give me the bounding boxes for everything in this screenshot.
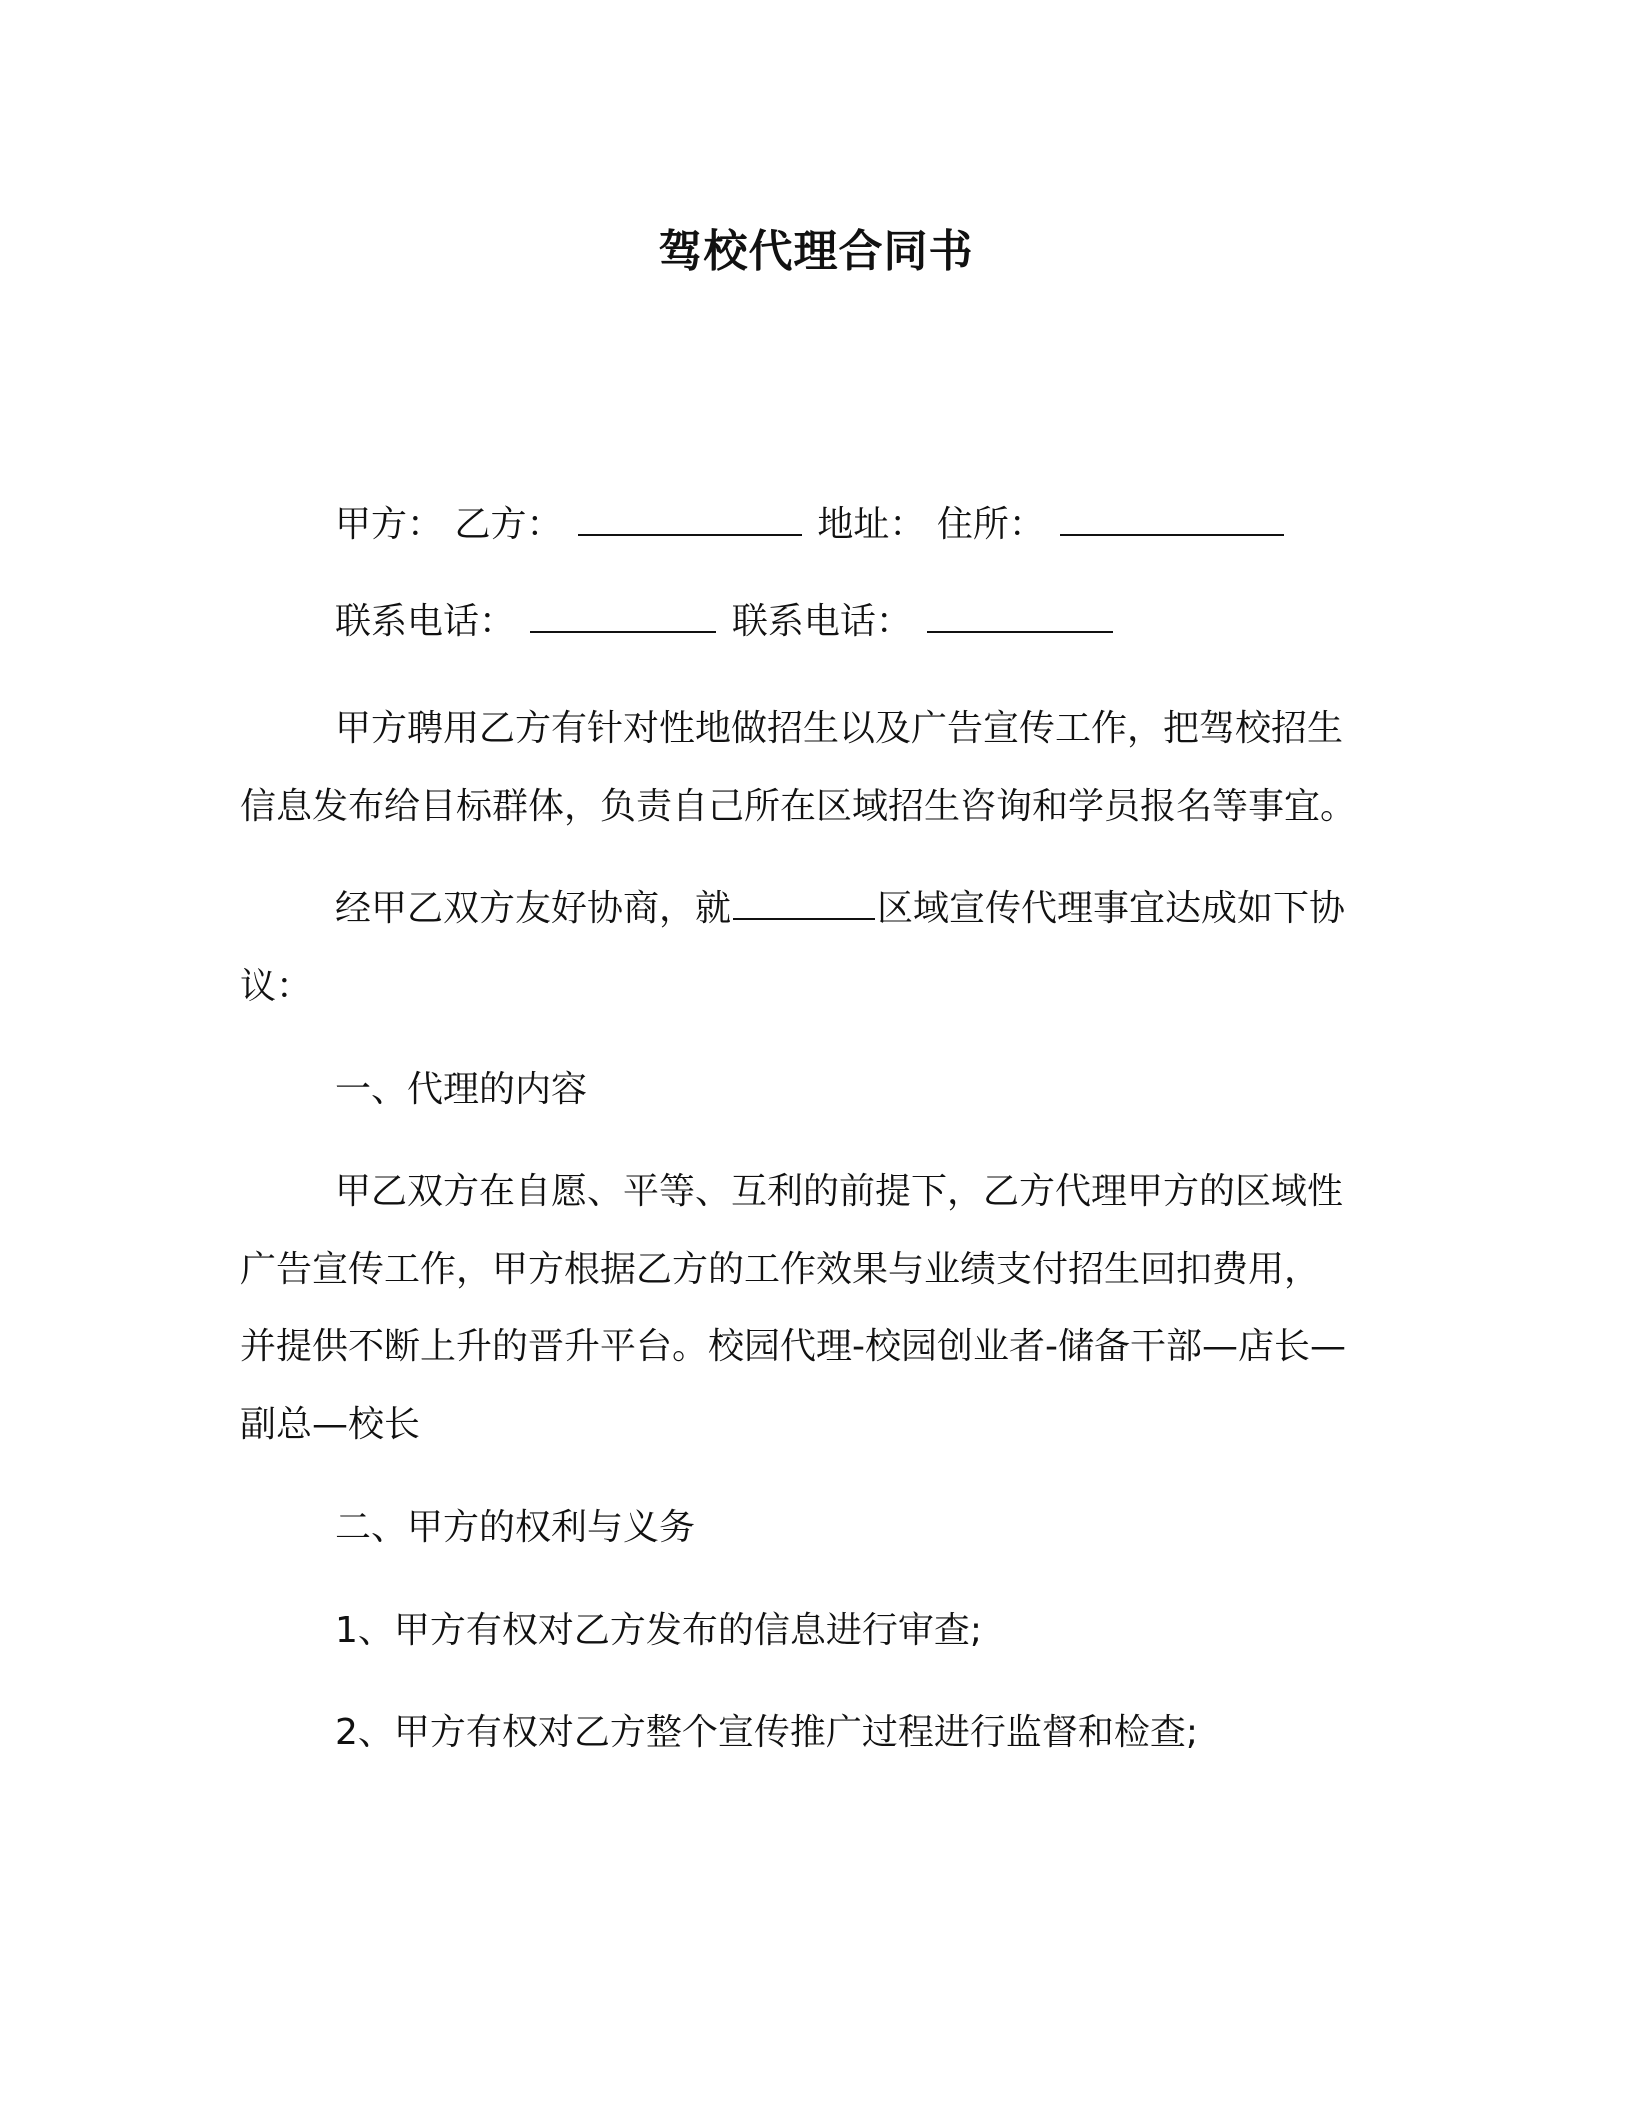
paragraph-2-line-2: 议： <box>240 966 313 1007</box>
list-item-1: 1、甲方有权对乙方发布的信息进行审查; <box>335 1610 983 1651</box>
paragraph-1-line-1: 甲方聘用乙方有针对性地做招生以及广告宣传工作，把驾校招生 <box>335 708 1344 749</box>
party-b-label: 乙方： <box>454 504 563 545</box>
section-2-heading: 二、甲方的权利与义务 <box>335 1507 696 1548</box>
phone-a-blank <box>530 597 716 633</box>
phone-a-label: 联系电话： <box>335 601 516 642</box>
phone-b-blank <box>927 597 1113 633</box>
phone-b-label: 联系电话： <box>731 601 912 642</box>
list-item-2: 2、甲方有权对乙方整个宣传推广过程进行监督和检查; <box>335 1712 1199 1753</box>
paragraph-2-text-a: 经甲乙双方友好协商，就 <box>335 888 732 929</box>
paragraph-3-line-1: 甲乙双方在自愿、平等、互利的前提下，乙方代理甲方的区域性 <box>335 1171 1344 1212</box>
party-a-label: 甲方： <box>335 504 444 545</box>
party-info-line <box>335 500 1288 550</box>
paragraph-3-line-2: 广告宣传工作，甲方根据乙方的工作效果与业绩支付招生回扣费用， <box>240 1249 1321 1290</box>
residence-label: 住所： <box>936 504 1045 545</box>
address-label: 地址： <box>817 504 926 545</box>
paragraph-2-text-b: 区域宣传代理事宜达成如下协 <box>877 888 1346 929</box>
phone-info-line <box>335 597 1117 647</box>
residence-blank <box>1060 500 1284 536</box>
paragraph-1-line-2: 信息发布给目标群体，负责自己所在区域招生咨询和学员报名等事宜。 <box>240 786 1357 827</box>
section-1-heading: 一、代理的内容 <box>335 1069 588 1110</box>
party-b-blank <box>578 500 802 536</box>
region-blank <box>733 884 875 920</box>
paragraph-2-line-1 <box>335 884 1345 934</box>
paragraph-3-line-4: 副总—校长 <box>240 1404 421 1445</box>
paragraph-3-line-3: 并提供不断上升的晋升平台。校园代理-校园创业者-储备干部—店长— <box>240 1326 1346 1367</box>
document-title: 驾校代理合同书 <box>658 226 974 277</box>
